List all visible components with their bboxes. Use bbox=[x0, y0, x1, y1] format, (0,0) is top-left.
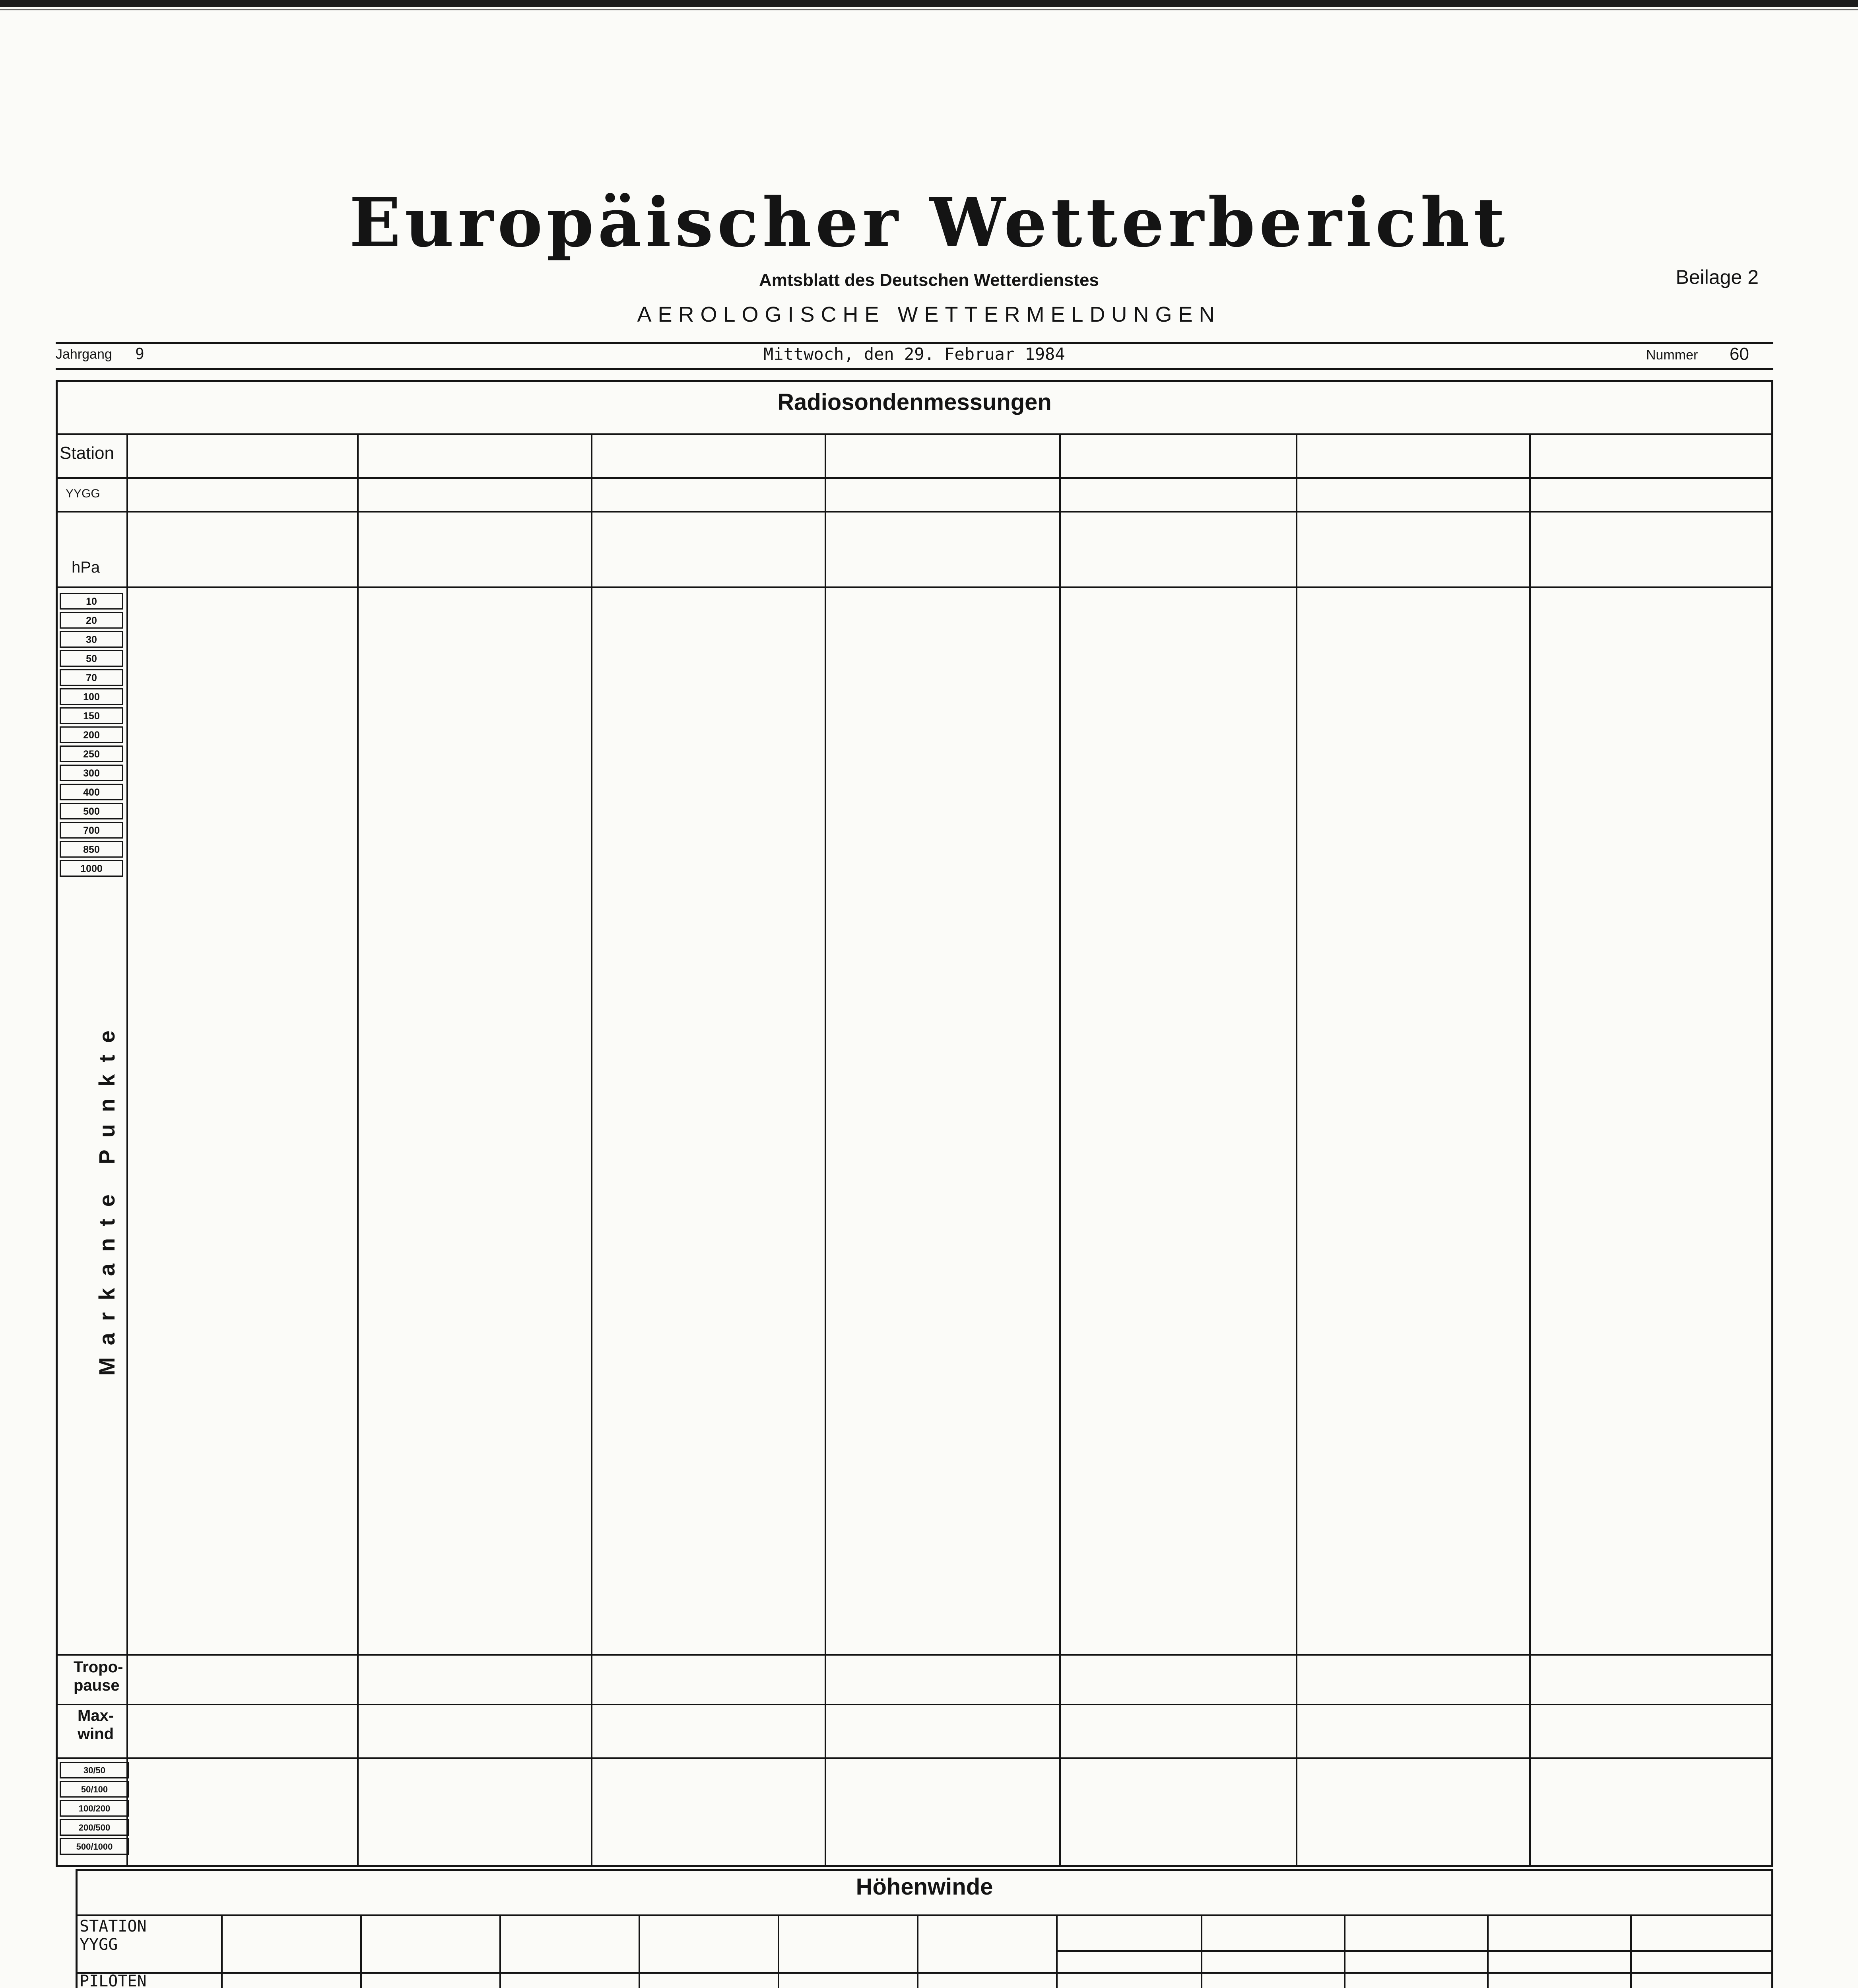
hoehen-right-divider bbox=[1201, 1914, 1202, 1988]
nummer-label: Nummer bbox=[1646, 348, 1698, 363]
jahrgang-label: Jahrgang bbox=[56, 347, 112, 362]
pressure-level-400: 400 bbox=[60, 784, 123, 800]
hoehenwinde-left-labels: STATION YYGG PILOTEN bbox=[80, 1917, 147, 1988]
beilage-label: Beilage 2 bbox=[1676, 266, 1759, 288]
station-divider-4 bbox=[1059, 433, 1061, 1867]
hoehen-right-rule-1 bbox=[1058, 1950, 1773, 1952]
station-row-rule bbox=[56, 477, 1773, 479]
hoehen-right-divider bbox=[1487, 1914, 1489, 1988]
station-divider-3 bbox=[825, 433, 826, 1867]
tropopause-rule bbox=[56, 1654, 1773, 1656]
hoehenwinde-title-rule bbox=[76, 1914, 1773, 1916]
pressure-level-50: 50 bbox=[60, 650, 123, 667]
yygg-label: YYGG bbox=[66, 487, 100, 500]
document-subtitle: Amtsblatt des Deutschen Wetterdienstes bbox=[759, 270, 1099, 290]
hoehen-divider-4 bbox=[917, 1914, 918, 1988]
maxwind-rule bbox=[56, 1704, 1773, 1705]
station-divider-6 bbox=[1529, 433, 1531, 1867]
hoehen-right-divider bbox=[1344, 1914, 1345, 1988]
hpa-label: hPa bbox=[72, 559, 100, 576]
tropopause-label: Tropo- pause bbox=[74, 1658, 123, 1694]
pressure-level-700: 700 bbox=[60, 822, 123, 839]
header-rule-bottom bbox=[56, 368, 1773, 370]
pressure-level-100: 100 bbox=[60, 688, 123, 705]
shear-level-0: 30/50 bbox=[60, 1762, 129, 1778]
radiosonde-title: Radiosondenmessungen bbox=[777, 389, 1052, 415]
document-title: Europäischer Wetterbericht bbox=[349, 183, 1509, 262]
hoehen-divider-3 bbox=[778, 1914, 779, 1988]
pressure-level-70: 70 bbox=[60, 669, 123, 686]
pressure-level-250: 250 bbox=[60, 746, 123, 762]
markante-punkte-label: Markante Punkte bbox=[94, 1018, 119, 1376]
station-divider-1 bbox=[357, 433, 359, 1867]
pressure-level-500: 500 bbox=[60, 803, 123, 819]
shear-level-2: 100/200 bbox=[60, 1800, 129, 1817]
pressure-level-200: 200 bbox=[60, 726, 123, 743]
station-divider-left bbox=[126, 433, 128, 1867]
column-header-rule bbox=[56, 586, 1773, 588]
pressure-level-150: 150 bbox=[60, 707, 123, 724]
shear-rule bbox=[56, 1757, 1773, 1759]
issue-date: Mittwoch, den 29. Februar 1984 bbox=[763, 344, 1065, 364]
pressure-level-20: 20 bbox=[60, 612, 123, 629]
nummer-value: 60 bbox=[1730, 344, 1749, 364]
hoehen-divider-0 bbox=[360, 1914, 362, 1988]
hoehenwinde-yygg-rule bbox=[76, 1972, 1058, 1974]
hoehenwinde-title: Höhenwinde bbox=[856, 1874, 993, 1900]
pressure-level-850: 850 bbox=[60, 841, 123, 858]
maxwind-label: Max- wind bbox=[78, 1707, 114, 1743]
shear-level-1: 50/100 bbox=[60, 1781, 129, 1798]
radiosonde-table bbox=[56, 380, 1773, 1867]
hoehen-divider-2 bbox=[639, 1914, 640, 1988]
yygg-row-rule bbox=[56, 511, 1773, 513]
shear-level-3: 200/500 bbox=[60, 1819, 129, 1836]
hoehen-right-divider bbox=[1630, 1914, 1632, 1988]
station-divider-5 bbox=[1296, 433, 1297, 1867]
station-label: Station bbox=[60, 443, 114, 463]
pressure-level-10: 10 bbox=[60, 593, 123, 610]
hoehen-right-rule-2 bbox=[1058, 1972, 1773, 1974]
pressure-level-300: 300 bbox=[60, 765, 123, 781]
hoehen-divider-left bbox=[221, 1914, 223, 1988]
jahrgang-value: 9 bbox=[135, 345, 144, 363]
shear-level-4: 500/1000 bbox=[60, 1838, 129, 1855]
radiosonde-title-rule bbox=[56, 433, 1773, 435]
scan-edge-top-thin bbox=[0, 9, 1858, 10]
hoehen-divider-1 bbox=[499, 1914, 501, 1988]
scan-edge-top bbox=[0, 0, 1858, 7]
header-rule-top bbox=[56, 342, 1773, 344]
station-divider-2 bbox=[591, 433, 592, 1867]
pressure-level-30: 30 bbox=[60, 631, 123, 648]
section-heading: AEROLOGISCHE WETTERMELDUNGEN bbox=[637, 303, 1221, 326]
pressure-level-1000: 1000 bbox=[60, 860, 123, 877]
